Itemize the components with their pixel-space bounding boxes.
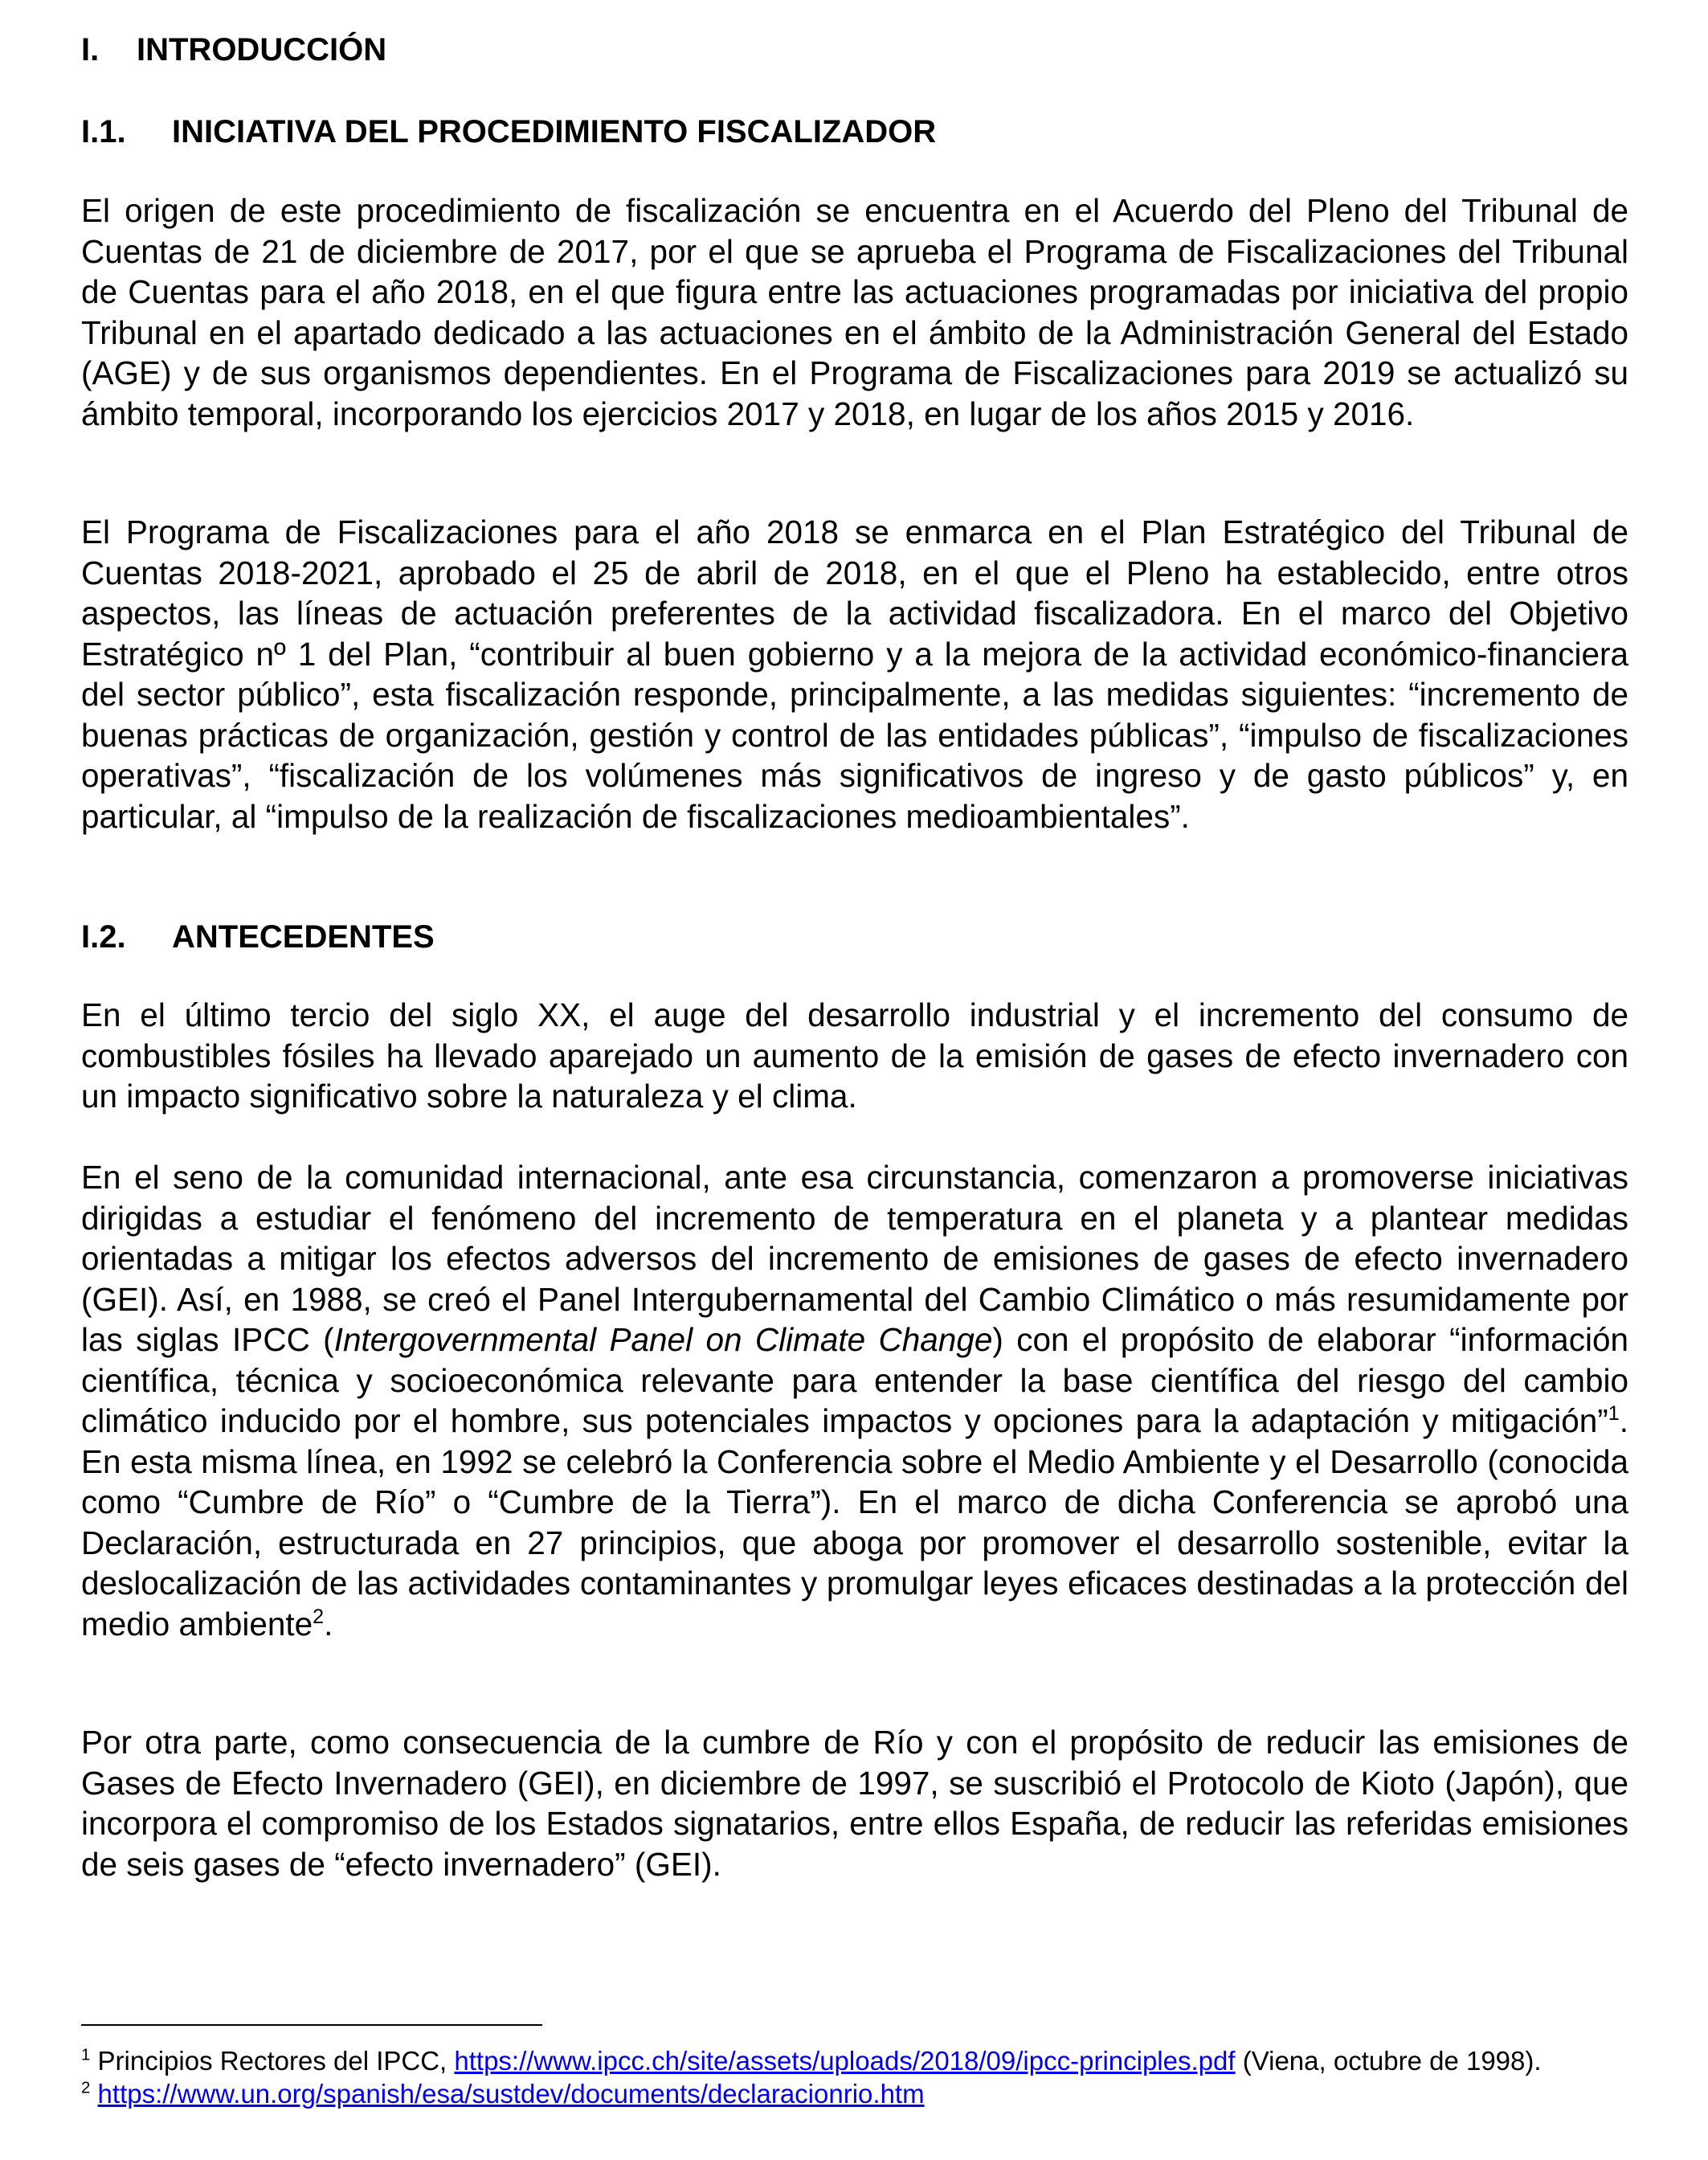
section-title: INICIATIVA DEL PROCEDIMIENTO FISCALIZADOR [172, 114, 937, 149]
section-heading-introduccion [81, 29, 386, 71]
footnotes [81, 2044, 1628, 2110]
footnote-2-link[interactable]: https://www.un.org/spanish/esa/sustdev/documents/declaracionrio.htm [97, 2079, 925, 2109]
footnote-ref-2[interactable]: 2 [313, 1605, 325, 1628]
footnote-marker: 2 [81, 2078, 91, 2097]
section-number: I.1. [81, 114, 126, 149]
paragraph-programa-fiscalizaciones: El Programa de Fiscalizaciones para el año 2018 se enmarca en el Plan Estratégico del Tribunal de Cuentas 2018-2021, aprobado el 25 de abril de 2018, en el que el Pleno ha establecido, entre otros aspectos, las líneas de actuación preferentes de la actividad fiscalizadora. En el marco del Objetivo Estratégico nº 1 del Plan, “contribuir al buen gobierno y a la mejora de la actividad económico-financiera del sector público”, esta fiscalización responde, principalmente, a las medidas siguientes: “incremento de buenas prácticas de organización, gestión y control de las entidades públicas”, “impulso de fiscalizaciones operativas”, “fiscalización de los volúmenes más significativos de ingreso y de gasto públicos” y, en particular, al “impulso de la realización de fiscalizaciones medioambientales”. [81, 513, 1628, 835]
footnote-marker: 1 [81, 2045, 91, 2064]
paragraph-comunidad-internacional: En el seno de la comunidad internacional, ante esa circunstancia, comenzaron a promoverse iniciativas dirigidas a estudiar el fenómeno del incremento de temperatura en el planeta y a plantear medidas orientadas a mitigar los efectos adversos del incremento de emisiones de gases de efecto invernadero (GEI). Así, en 1988, se creó el Panel Intergubernamental del Cambio Climático o más resumidamente por las siglas IPCC (Intergovernmental Panel on Climate Change) con el propósito de elaborar “información científica, técnica y socioeconómica relevante para entender la base científica del riesgo del cambio climático inducido por el hombre, sus potenciales impactos y opciones para la adaptación y mitigación”$^1$. En esta misma línea, en 1992 se celebró la Conferencia sobre el Medio Ambiente y el Desarrollo (conocida como “Cumbre de Río” o “Cumbre de la Tierra”). En el marco de dicha Conferencia se aprobó una Declaración, estructurada en 27 principios, que aboga por promover el desarrollo sostenible, evitar la deslocalización de las actividades contaminantes y promulgar leyes eficaces destinadas a la protección del medio ambiente$^2$. [81, 1159, 1628, 1642]
section-title: INTRODUCCIÓN [137, 32, 387, 68]
paragraph-protocolo-kioto: Por otra parte, como consecuencia de la cumbre de Río y con el propósito de reducir las emisiones de Gases de Efecto Invernadero (GEI), en diciembre de 1997, se suscribió el Protocolo de Kioto (Japón), que incorpora el compromiso de los Estados signatarios, entre ellos España, de reducir las referidas emisiones de seis gases de “efecto invernadero” (GEI). [81, 1724, 1628, 1883]
section-number: I. [81, 32, 100, 68]
section-number: I.2. [81, 919, 126, 955]
footnote-1-link[interactable]: https://www.ipcc.ch/site/assets/uploads/2018/09/ipcc-principles.pdf [454, 2046, 1236, 2076]
paragraph-origen: El origen de este procedimiento de fiscalización se encuentra en el Acuerdo del Pleno del Tribunal de Cuentas de 21 de diciembre de 2017, por el que se aprueba el Programa de Fiscalizaciones del Tribunal de Cuentas para el año 2018, en el que figura entre las actuaciones programadas por iniciativa del propio Tribunal en el apartado dedicado a las actuaciones en el ámbito de la Administración General del Estado (AGE) y de sus organismos dependientes. En el Programa de Fiscalizaciones para 2019 se actualizó su ámbito temporal, incorporando los ejercicios 2017 y 2018, en lugar de los años 2015 y 2016. [81, 192, 1628, 432]
footnote-1: $^1$ Principios Rectores del IPCC, https://www.ipcc.ch/site/assets/uploads/2018/09/ipcc-principles.pdf (Viena, octubre de 1998). [81, 2045, 1542, 2076]
footnote-ref-1[interactable]: 1 [1608, 1401, 1620, 1425]
footnote-2 [81, 2077, 1628, 2110]
section-title: ANTECEDENTES [172, 919, 435, 955]
section-heading-iniciativa [81, 111, 936, 153]
footnote-separator [81, 2024, 542, 2026]
section-heading-antecedentes [81, 916, 435, 958]
ipcc-full-name: Intergovernmental Panel on Climate Change [333, 1321, 993, 1358]
paragraph-siglo-xx: En el último tercio del siglo XX, el auge del desarrollo industrial y el incremento del consumo de combustibles fósiles ha llevado aparejado un aumento de la emisión de gases de efecto invernadero con un impacto significativo sobre la naturaleza y el clima. [81, 996, 1628, 1115]
